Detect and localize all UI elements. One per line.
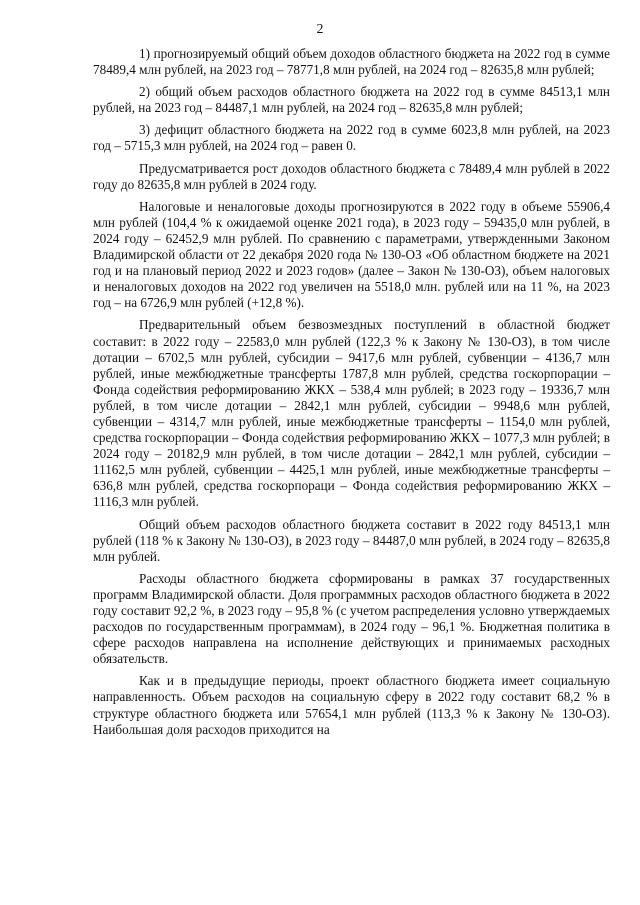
paragraph-revenue-forecast: 1) прогнозируемый общий объем доходов областного бюджета на 2022 год в сумме 78489,4 млн рублей, на 2023 год – 78771,8 млн рублей, на 2024 год – 82635,8 млн рублей; <box>93 46 610 78</box>
paragraph-tax-revenue: Налоговые и неналоговые доходы прогнозируются в 2022 году в объеме 55906,4 млн рублей (104,4 % к ожидаемой оценке 2021 года), в 2023 году – 59435,0 млн рублей, в 2024 году – 62452,9 млн рублей. По сравнению с параметрами, утвержденными Законом Владимирской области от 22 декабря 2020 года № 130-ОЗ «Об областном бюджете на 2021 год и на плановый период 2022 и 2023 годов» (далее – Закон № 130-ОЗ), объем налоговых и неналоговых доходов на 2022 год увеличен на 5518,0 млн. рублей или на 11 %, на 2023 год – на 6726,9 млн рублей (+12,8 %). <box>93 198 610 311</box>
paragraph-gratuitous-receipts: Предварительный объем безвозмездных поступлений в областной бюджет составит: в 2022 году – 22583,0 млн рублей (122,3 % к Закону № 130-ОЗ), в том числе дотации – 6702,5 млн рублей, субсидии – 9417,6 млн рублей, субвенции – 4136,7 млн рублей, иные межбюджетные трансферты 1787,8 млн рублей, средства госкорпорации – Фонда содействия реформированию ЖКХ – 538,4 млн рублей; в 2023 году – 19336,7 млн рублей, в том числе дотации – 2842,1 млн рублей, субсидии – 9948,6 млн рублей, субвенции – 4314,7 млн рублей, иные межбюджетные трансферты – 1154,0 млн рублей, средства госкорпорации – Фонда содействия реформированию ЖКХ – 1077,3 млн рублей; в 2024 году – 20182,9 млн рублей, в том числе дотации – 2842,1 млн рублей, субсидии – 11162,5 млн рублей, субвенции – 4425,1 млн рублей, иные межбюджетные трансферты – 636,8 млн рублей, средства госкорпораци – Фонда содействия реформированию ЖКХ – 1116,3 млн рублей. <box>93 317 610 510</box>
paragraph-revenue-growth: Предусматривается рост доходов областного бюджета с 78489,4 млн рублей в 2022 году до 82635,8 млн рублей в 2024 году. <box>93 160 610 192</box>
document-body <box>93 46 610 738</box>
paragraph-total-expenditure: Общий объем расходов областного бюджета составит в 2022 году 84513,1 млн рублей (118 % к Закону № 130-ОЗ), в 2023 году – 84487,0 млн рублей, в 2024 году – 82635,8 млн рублей. <box>93 516 610 564</box>
paragraph-expenditure-total: 2) общий объем расходов областного бюджета на 2022 год в сумме 84513,1 млн рублей, на 2023 год – 84487,1 млн рублей, на 2024 год – 82635,8 млн рублей; <box>93 84 610 116</box>
paragraph-state-programs: Расходы областного бюджета сформированы в рамках 37 государственных программ Владимирской области. Доля программных расходов областного бюджета в 2022 году составит 92,2 %, в 2023 году – 95,8 % (с учетом распределения условно утверждаемых расходов по государственным программам), в 2024 году – 96,1 %. Бюджетная политика в сфере расходов направлена на исполнение действующих и принимаемых расходных обязательств. <box>93 570 610 667</box>
paragraph-social-orientation: Как и в предыдущие периоды, проект областного бюджета имеет социальную направленность. Объем расходов на социальную сферу в 2022 году составит 68,2 % в структуре областного бюджета или 57654,1 млн рублей (113,3 % к Закону № 130-ОЗ). Наибольшая доля расходов приходится на <box>93 673 610 737</box>
page-number: 2 <box>316 22 324 37</box>
paragraph-deficit: 3) дефицит областного бюджета на 2022 год в сумме 6023,8 млн рублей, на 2023 год – 5715,3 млн рублей, на 2024 год – равен 0. <box>93 122 610 154</box>
